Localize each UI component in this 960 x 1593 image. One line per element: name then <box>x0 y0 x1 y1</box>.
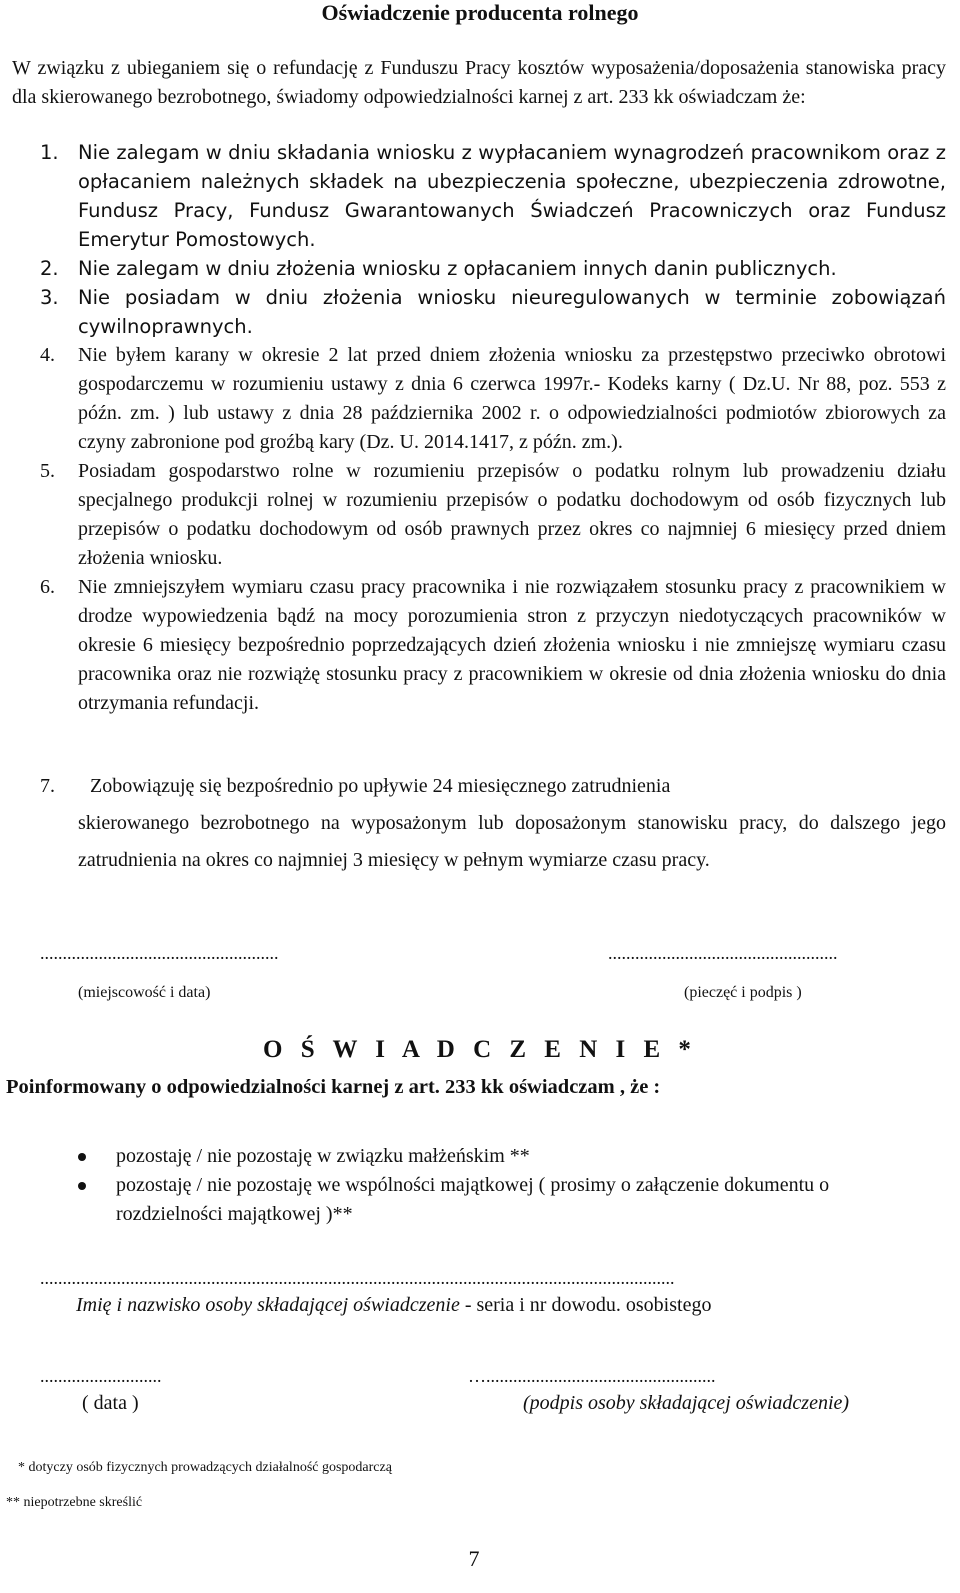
date-label: ( data ) <box>82 1392 139 1414</box>
item-number: 3. <box>40 286 59 309</box>
place-date-signature-line: ..................................................... <box>40 943 279 963</box>
statement-heading: O Ś W I A D C Z E N I E * <box>263 1036 697 1063</box>
name-signature-line: ............................................................................................................................................. <box>40 1268 675 1288</box>
item-text: Posiadam gospodarstwo rolne w rozumieniu przepisów o podatku rolnym lub prowadzeniu działu specjalnego produkcji rolnej w rozumieniu przepisów o podatku dochodowym od osób fizycznych lub przepisów o podatku dochodowym od osób prawnych przez okres co najmniej 6 miesięcy przed dniem złożenia wniosku. <box>78 460 946 569</box>
item-number: 4. <box>40 344 55 366</box>
item-text: Nie byłem karany w okresie 2 lat przed dniem złożenia wniosku za przestępstwo przeciwko obrotowi gospodarczemu w rozumieniu ustawy z dnia 6 czerwca 1997r.- Kodeks karny ( Dz.U. Nr 88, poz. 553 z późn. zm. ) lub ustawy z dnia 28 października 2002 r. o odpowiedzialności podmiotów zbiorowych za czyny zabronione pod groźbą kary (Dz. U. 2014.1417, z późn. zm.). <box>78 344 946 453</box>
list-item <box>22 341 946 457</box>
item-number: 2. <box>40 257 59 280</box>
footnote-1: * dotyczy osób fizycznych prowadzących działalność gospodarczą <box>18 1460 392 1475</box>
person-signature-line: …................................................... <box>468 1366 716 1386</box>
item-text-rest: skierowanego bezrobotnego na wyposażonym lub doposażonym stanowisku pracy, do dalszego jego zatrudnienia na okres co najmniej 3 miesięcy w pełnym wymiarze czasu pracy. <box>78 812 946 871</box>
date-signature-line: ........................... <box>40 1366 162 1386</box>
name-label-italic: Imię i nazwisko osoby składającej oświadczenie <box>76 1294 460 1316</box>
list-item <box>22 283 946 341</box>
id-label: - seria i nr dowodu. osobistego <box>459 1294 712 1316</box>
item-number: 1. <box>40 141 59 164</box>
item-text: Nie zalegam w dniu składania wniosku z wypłacaniem wynagrodzeń pracownikom oraz z opłacaniem należnych składek na ubezpieczenia społeczne, ubezpieczenia zdrowotne, Fundusz Pracy, Fundusz Gwarantowanych Świadczeń Pracowniczych oraz Fundusz Emerytur Pomostowych. <box>78 141 946 251</box>
footnote-2: ** niepotrzebne skreślić <box>6 1495 143 1510</box>
name-id-label <box>76 1294 711 1317</box>
document-title: Oświadczenie producenta rolnego <box>321 0 639 25</box>
page-number: 7 <box>468 1546 480 1571</box>
list-item-7 <box>40 768 946 879</box>
item-text: Nie zmniejszyłem wymiaru czasu pracy pracownika i nie rozwiązałem stosunku pracy z pracownikiem w drodze wypowiedzenia bądź na mocy porozumienia stron z przyczyn niedotyczących pracowników w okresie 6 miesięcy bezpośrednio poprzedzających dzień złożenia wniosku i nie zmniejszę wymiaru czasu pracownika oraz nie rozwiążę stosunku pracy z pracownikiem w okresie od dnia złożenia wniosku do dnia otrzymania refundacji. <box>78 576 946 714</box>
list-item <box>22 254 946 283</box>
place-date-label: (miejscowość i data) <box>78 984 211 1001</box>
person-signature-label: (podpis osoby składającej oświadczenie) <box>523 1392 850 1414</box>
list-item <box>22 138 946 254</box>
declaration-list <box>22 138 946 718</box>
list-item: pozostaję / nie pozostaję w związku małżeńskim ** <box>74 1142 934 1171</box>
item-text: Nie zalegam w dniu złożenia wniosku z opłacaniem innych danin publicznych. <box>78 257 837 280</box>
item-text: Nie posiadam w dniu złożenia wniosku nieuregulowanych w terminie zobowiązań cywilnoprawnych. <box>78 286 946 338</box>
list-item <box>22 457 946 573</box>
list-item: pozostaję / nie pozostaję we wspólności majątkowej ( prosimy o załączenie dokumentu o rozdzielności majątkowej )** <box>74 1171 934 1229</box>
list-item <box>22 573 946 718</box>
item-number: 6. <box>40 576 55 598</box>
item-number: 5. <box>40 460 55 482</box>
stamp-signature-line: ................................................... <box>608 943 838 963</box>
item-text-first-line: Zobowiązuję się bezpośrednio po upływie 24 miesięcznego zatrudnienia <box>90 775 671 797</box>
marital-status-list <box>74 1142 934 1229</box>
statement-subheading: Poinformowany o odpowiedzialności karnej z art. 233 kk oświadczam , że : <box>6 1076 661 1098</box>
intro-paragraph: W związku z ubieganiem się o refundację z Funduszu Pracy kosztów wyposażenia/doposażenia stanowiska pracy dla skierowanego bezrobotnego, świadomy odpowiedzialności karnej z art. 233 kk oświadczam że: <box>12 57 946 108</box>
stamp-signature-label: (pieczęć i podpis ) <box>684 984 802 1001</box>
item-number: 7. <box>40 775 55 797</box>
